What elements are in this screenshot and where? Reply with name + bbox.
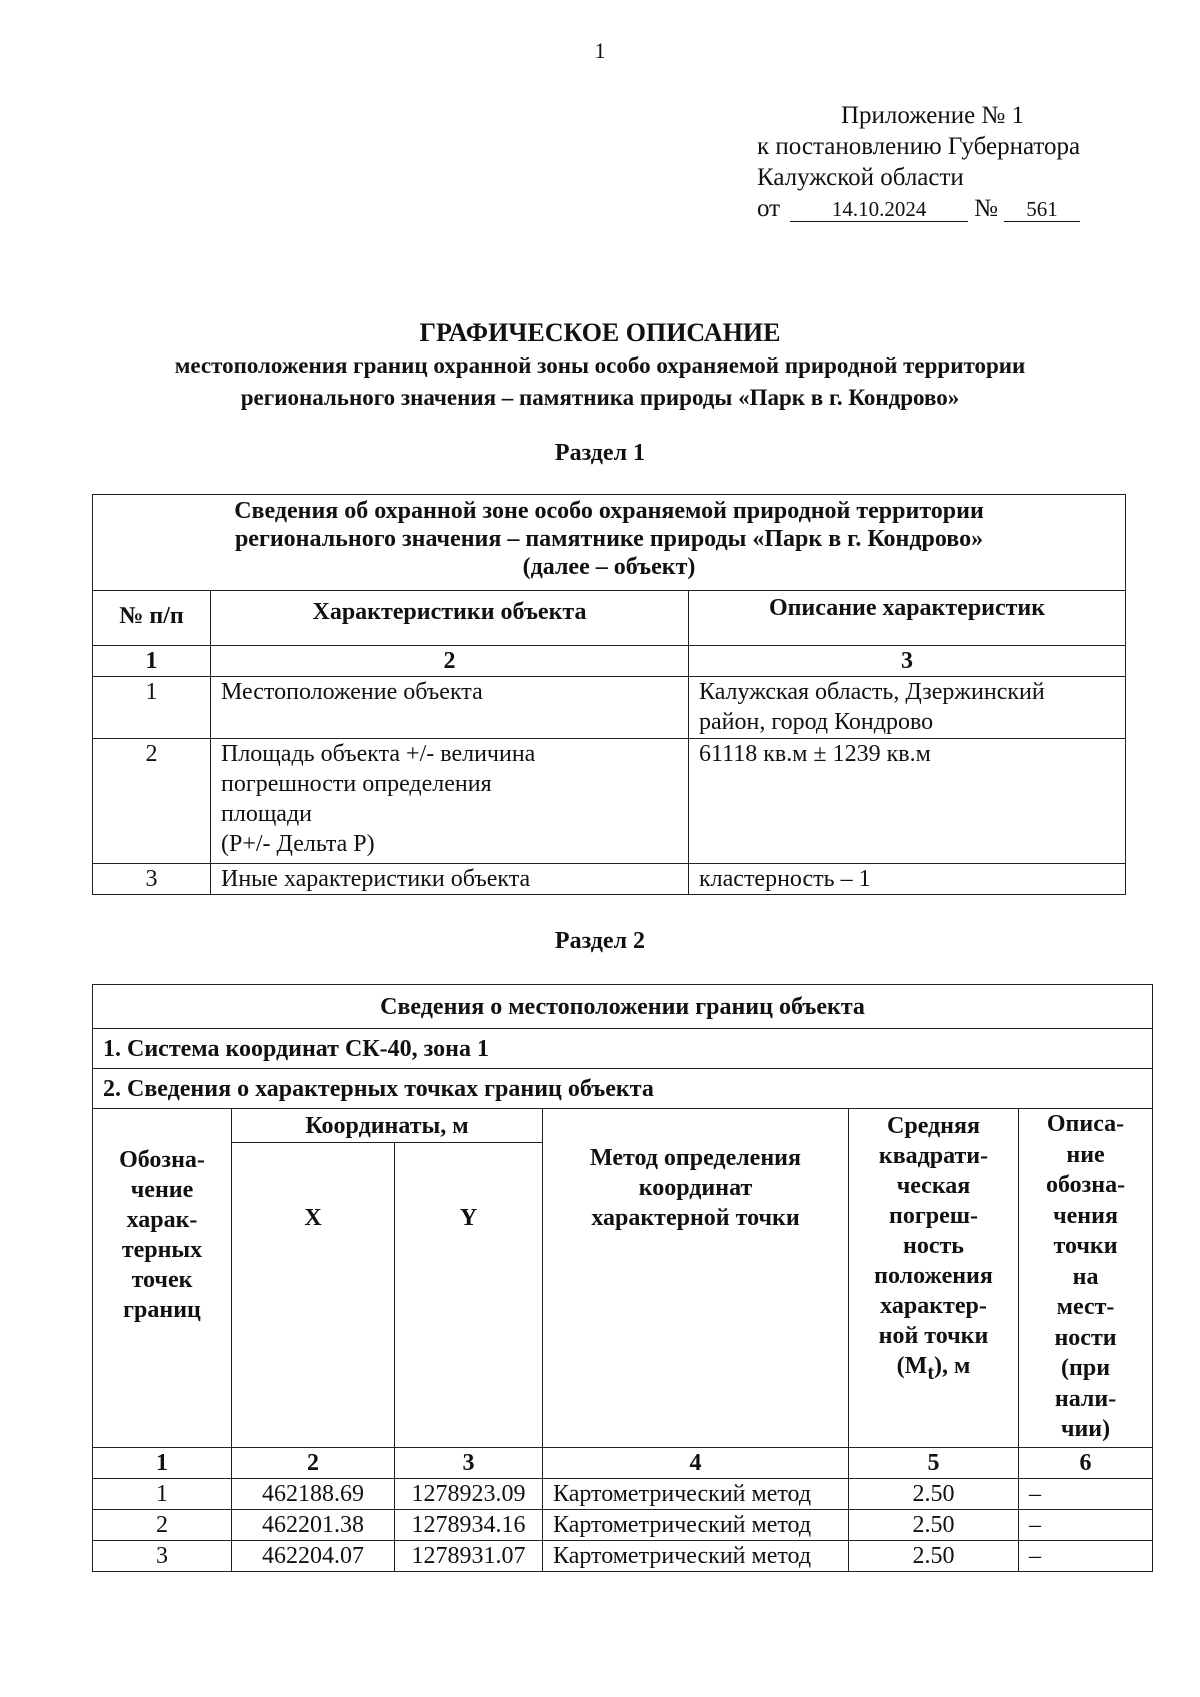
row-characteristic	[211, 677, 689, 739]
column-header-row	[93, 591, 1126, 646]
point-method: Картометрический метод	[543, 1479, 849, 1510]
column-number: 2	[232, 1448, 395, 1479]
column-number: 2	[211, 646, 689, 677]
column-header-method	[543, 1109, 849, 1448]
section-1-heading: Раздел 1	[554, 440, 646, 466]
row-characteristic	[211, 739, 689, 864]
point-number: 2	[93, 1510, 232, 1541]
header-line: чения	[1053, 1202, 1118, 1229]
coord-system-row	[93, 1029, 1153, 1069]
header-line: ность	[903, 1233, 964, 1259]
point-y: 1278923.09	[395, 1479, 543, 1510]
title-main: ГРАФИЧЕСКОЕ ОПИСАНИЕ	[419, 318, 781, 347]
point-description: –	[1019, 1479, 1153, 1510]
header-line: характер-	[880, 1293, 987, 1319]
row-number: 2	[93, 739, 211, 864]
description-line: кластерность – 1	[699, 866, 871, 892]
date-prefix: от	[757, 195, 781, 222]
description-line: Калужская область, Дзержинский	[699, 679, 1045, 705]
table-row	[93, 677, 1126, 739]
characteristic-line: Иные характеристики объекта	[221, 866, 531, 892]
table-title-row	[93, 495, 1126, 591]
boundary-points-table	[92, 984, 1153, 1572]
header-line: Метод определения	[590, 1145, 801, 1171]
point-y: 1278931.07	[395, 1541, 543, 1572]
section-2-heading: Раздел 2	[554, 928, 646, 954]
characteristic-line: Площадь объекта +/- величина	[221, 741, 536, 767]
error-subscript: t	[927, 1361, 934, 1384]
header-line: ной точки	[878, 1323, 989, 1349]
point-error: 2.50	[849, 1479, 1019, 1510]
point-y: 1278934.16	[395, 1510, 543, 1541]
row-characteristic	[211, 864, 689, 895]
table-row	[93, 1510, 1153, 1541]
header-line: на	[1072, 1263, 1099, 1290]
document-title	[0, 316, 1200, 414]
header-line: координат	[638, 1175, 753, 1201]
column-number-row	[93, 646, 1126, 677]
column-header-point-description	[1019, 1109, 1153, 1448]
coord-system: 1. Система координат СК-40, зона 1	[93, 1029, 1153, 1069]
row-number: 3	[93, 864, 211, 895]
header-line: чение	[130, 1177, 194, 1203]
header-line: (при	[1061, 1355, 1111, 1381]
number-label: №	[974, 195, 998, 222]
header-line	[849, 1351, 1018, 1388]
row-description	[689, 864, 1126, 895]
column-number-row	[93, 1448, 1153, 1479]
point-method: Картометрический метод	[543, 1510, 849, 1541]
point-x: 462188.69	[232, 1479, 395, 1510]
header-line: характерной точки	[591, 1205, 800, 1231]
row-number: 1	[93, 677, 211, 739]
point-method: Картометрический метод	[543, 1541, 849, 1572]
point-number: 3	[93, 1541, 232, 1572]
appendix-line-2: к постановлению Губернатора	[757, 133, 1081, 160]
row-description	[689, 677, 1126, 739]
column-number: 1	[93, 646, 211, 677]
decree-number: 561	[1004, 197, 1080, 222]
column-header-num: № п/п	[93, 591, 211, 646]
page-number: 1	[594, 38, 606, 63]
point-x: 462204.07	[232, 1541, 395, 1572]
column-header-y: Y	[395, 1143, 543, 1448]
header-line: нали-	[1054, 1385, 1117, 1412]
characteristic-line: площади	[221, 801, 313, 827]
header-line: Обозна-	[119, 1147, 205, 1173]
column-header-characteristic: Характеристики объекта	[211, 591, 689, 646]
header-line: Средняя	[887, 1113, 980, 1139]
characteristic-line: Местоположение объекта	[221, 679, 483, 705]
appendix-date-line	[757, 193, 1080, 224]
table-row	[93, 864, 1126, 895]
header-line: терных	[121, 1237, 203, 1263]
header-line: ности	[1054, 1324, 1117, 1351]
header-line: положения	[874, 1263, 993, 1289]
header-line: мест-	[1056, 1294, 1115, 1320]
points-title-row	[93, 1069, 1153, 1109]
column-number: 6	[1019, 1448, 1153, 1479]
row-description	[689, 739, 1126, 864]
point-x: 462201.38	[232, 1510, 395, 1541]
column-header-x: X	[232, 1143, 395, 1448]
point-error: 2.50	[849, 1510, 1019, 1541]
column-number: 4	[543, 1448, 849, 1479]
column-number: 5	[849, 1448, 1019, 1479]
title-sub-2: регионального значения – памятника природы «Парк в г. Кондрово»	[240, 385, 960, 410]
description-line: район, город Кондрово	[699, 709, 934, 735]
characteristic-line: погрешности определения	[221, 771, 492, 797]
title-sub-1: местоположения границ охранной зоны особо охраняемой природной территории	[174, 353, 1026, 378]
column-number: 3	[689, 646, 1126, 677]
point-description: –	[1019, 1541, 1153, 1572]
column-header-row	[93, 1109, 1153, 1143]
column-header-designation	[93, 1109, 232, 1448]
column-number: 1	[93, 1448, 232, 1479]
decree-date: 14.10.2024	[790, 197, 968, 222]
table-row	[93, 739, 1126, 864]
table-title-line-1: Сведения об охранной зоне особо охраняемой природной территории	[234, 498, 984, 524]
header-line: харак-	[126, 1207, 198, 1233]
header-line: точки	[1053, 1233, 1118, 1259]
table-title-line-2: регионального значения – памятнике природы «Парк в г. Кондрово»	[234, 526, 984, 552]
header-line: границ	[123, 1297, 201, 1323]
object-info-table	[92, 494, 1126, 895]
header-line: Описа-	[1046, 1111, 1125, 1137]
table-title: Сведения о местоположении границ объекта	[93, 985, 1153, 1029]
point-error: 2.50	[849, 1541, 1019, 1572]
header-line: квадрати-	[878, 1143, 989, 1169]
appendix-line-3: Калужской области	[757, 164, 964, 191]
points-title: 2. Сведения о характерных точках границ объекта	[93, 1069, 1153, 1109]
table-title-row	[93, 985, 1153, 1029]
table-row	[93, 1479, 1153, 1510]
column-number: 3	[395, 1448, 543, 1479]
header-line: ческая	[896, 1173, 971, 1199]
header-line: чии)	[1060, 1416, 1111, 1442]
column-header-description: Описание характеристик	[689, 591, 1126, 646]
column-header-error	[849, 1109, 1019, 1448]
appendix-line-1: Приложение № 1	[841, 102, 1025, 129]
header-line: ние	[1066, 1141, 1105, 1168]
appendix-block	[757, 100, 1080, 224]
column-header-coordinates: Координаты, м	[232, 1109, 543, 1143]
table-row	[93, 1541, 1153, 1572]
table-title	[93, 495, 1126, 591]
description-line: 61118 кв.м ± 1239 кв.м	[699, 741, 931, 767]
header-line: обозна-	[1045, 1172, 1126, 1198]
table-title-line-3: (далее – объект)	[522, 554, 696, 580]
error-symbol: (M	[896, 1353, 928, 1379]
characteristic-line: (Р+/- Дельта Р)	[221, 831, 375, 857]
point-number: 1	[93, 1479, 232, 1510]
header-line: погреш-	[889, 1203, 978, 1229]
point-description: –	[1019, 1510, 1153, 1541]
header-line: точек	[131, 1267, 193, 1293]
error-unit: ), м	[933, 1353, 971, 1379]
